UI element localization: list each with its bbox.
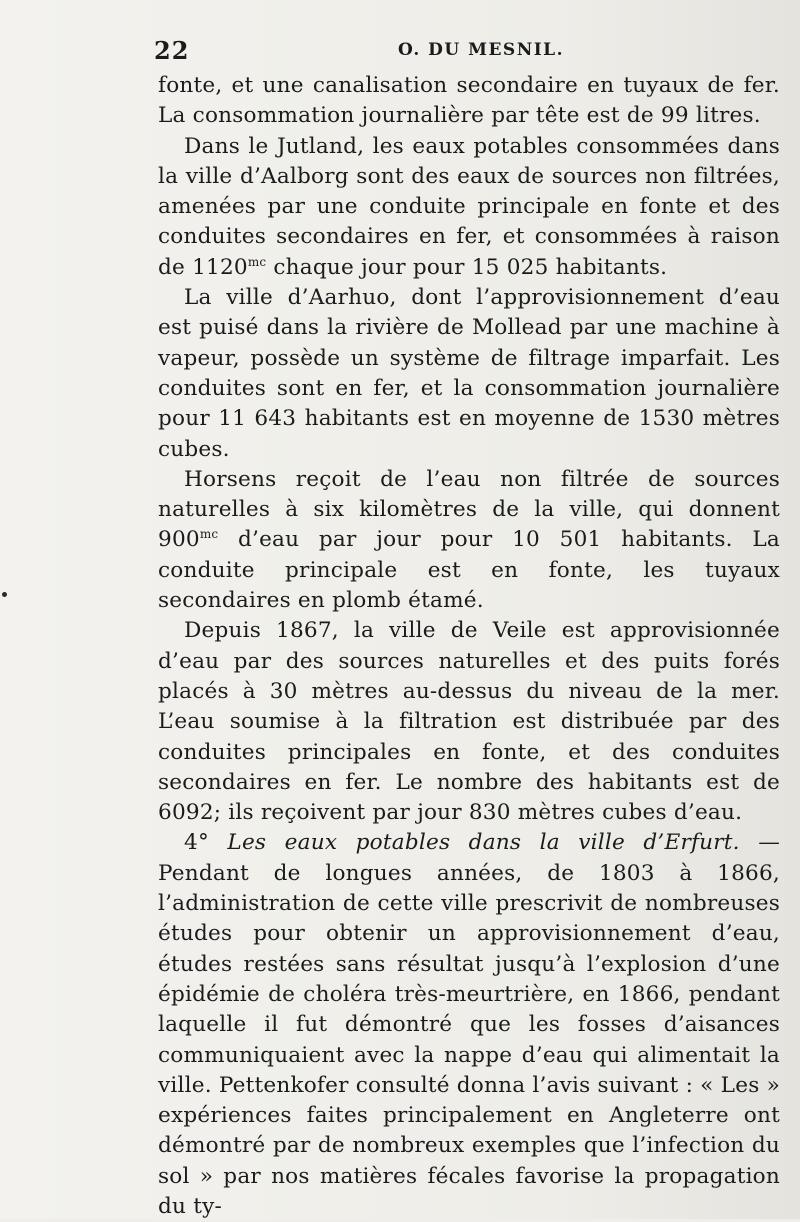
paragraph-4 [158,465,780,616]
paragraph-4-unit: mc [199,527,219,542]
page-header [154,36,774,66]
paragraph-2 [158,132,780,283]
paragraph-6 [158,828,780,1222]
section-title: Les eaux potables dans la ville d’Erfurt. [227,830,740,856]
paragraph-2-unit: mc [247,254,267,269]
section-number: 4° [184,830,228,856]
page-number: 22 [154,36,190,65]
paragraph-5-text: Depuis 1867, la ville de Veile est approvisionnée d’eau par des sources naturelles et des puits forés placés à 30 mètres au-dessus du niveau de la mer. L’eau soumise à la filtration est distribuée par des conduites principales en fonte, et des conduites secondaires en fer. Le nombre des habitants est de 6092; ils reçoivent par jour 830 mètres cubes d’eau. [158,618,780,826]
running-head: O. DU MESNIL. [398,40,565,60]
paragraph-6-text: — Pendant de longues années, de 1803 à 1866, l’administration de cette ville prescrivit de nombreuses études pour obtenir un approvisionnement d’eau, études restées sans résultat jusqu’à l’explosion d’une épidémie de choléra très-meurtrière, en 1866, pendant laquelle il fut démontré que les fosses d’aisances communiquaient avec la nappe d’eau qui alimentait la ville. Pettenkofer consulté donna l’avis suivant : « Les » expériences faites principalement en Angleterre ont démontré par de nombreux exemples que l’infection du sol » par nos matières fécales favorise la propagation du ty- [158,830,781,1219]
paragraph-3 [158,283,780,465]
paragraph-2-end: chaque jour pour 15 025 habitants. [266,254,668,280]
paragraph-4-end: d’eau par jour pour 10 501 habitants. La conduite principale est en fonte, les tuyaux secondaires en plomb étamé. [158,527,780,614]
paragraph-5 [158,616,780,828]
paragraph-3-text: La ville d’Aarhuo, dont l’approvisionnement d’eau est puisé dans la rivière de Mollead par une machine à vapeur, possède un système de filtrage imparfait. Les conduites sont en fer, et la consommation journalière pour 11 643 habitants est en moyenne de 1530 mètres cubes. [158,285,780,462]
paragraph-1-text: fonte, et une canalisation secondaire en tuyaux de fer. La consommation journalière par tête est de 99 litres. [158,73,780,129]
body-text [158,71,780,1222]
paragraph-1 [158,71,780,132]
margin-mark [2,592,7,597]
paragraph-4-text: Horsens reçoit de l’eau non filtrée de sources naturelles à six kilomètres de la ville, qui donnent 900 [158,466,780,553]
show-through-text [150,4,157,29]
paragraph-2-text: Dans le Jutland, les eaux potables consommées dans la ville d’Aalborg sont des eaux de sources non filtrées, amenées par une conduite principale en fonte et des conduites secondaires en fer, et consommées à raison de 1120 [158,133,780,280]
